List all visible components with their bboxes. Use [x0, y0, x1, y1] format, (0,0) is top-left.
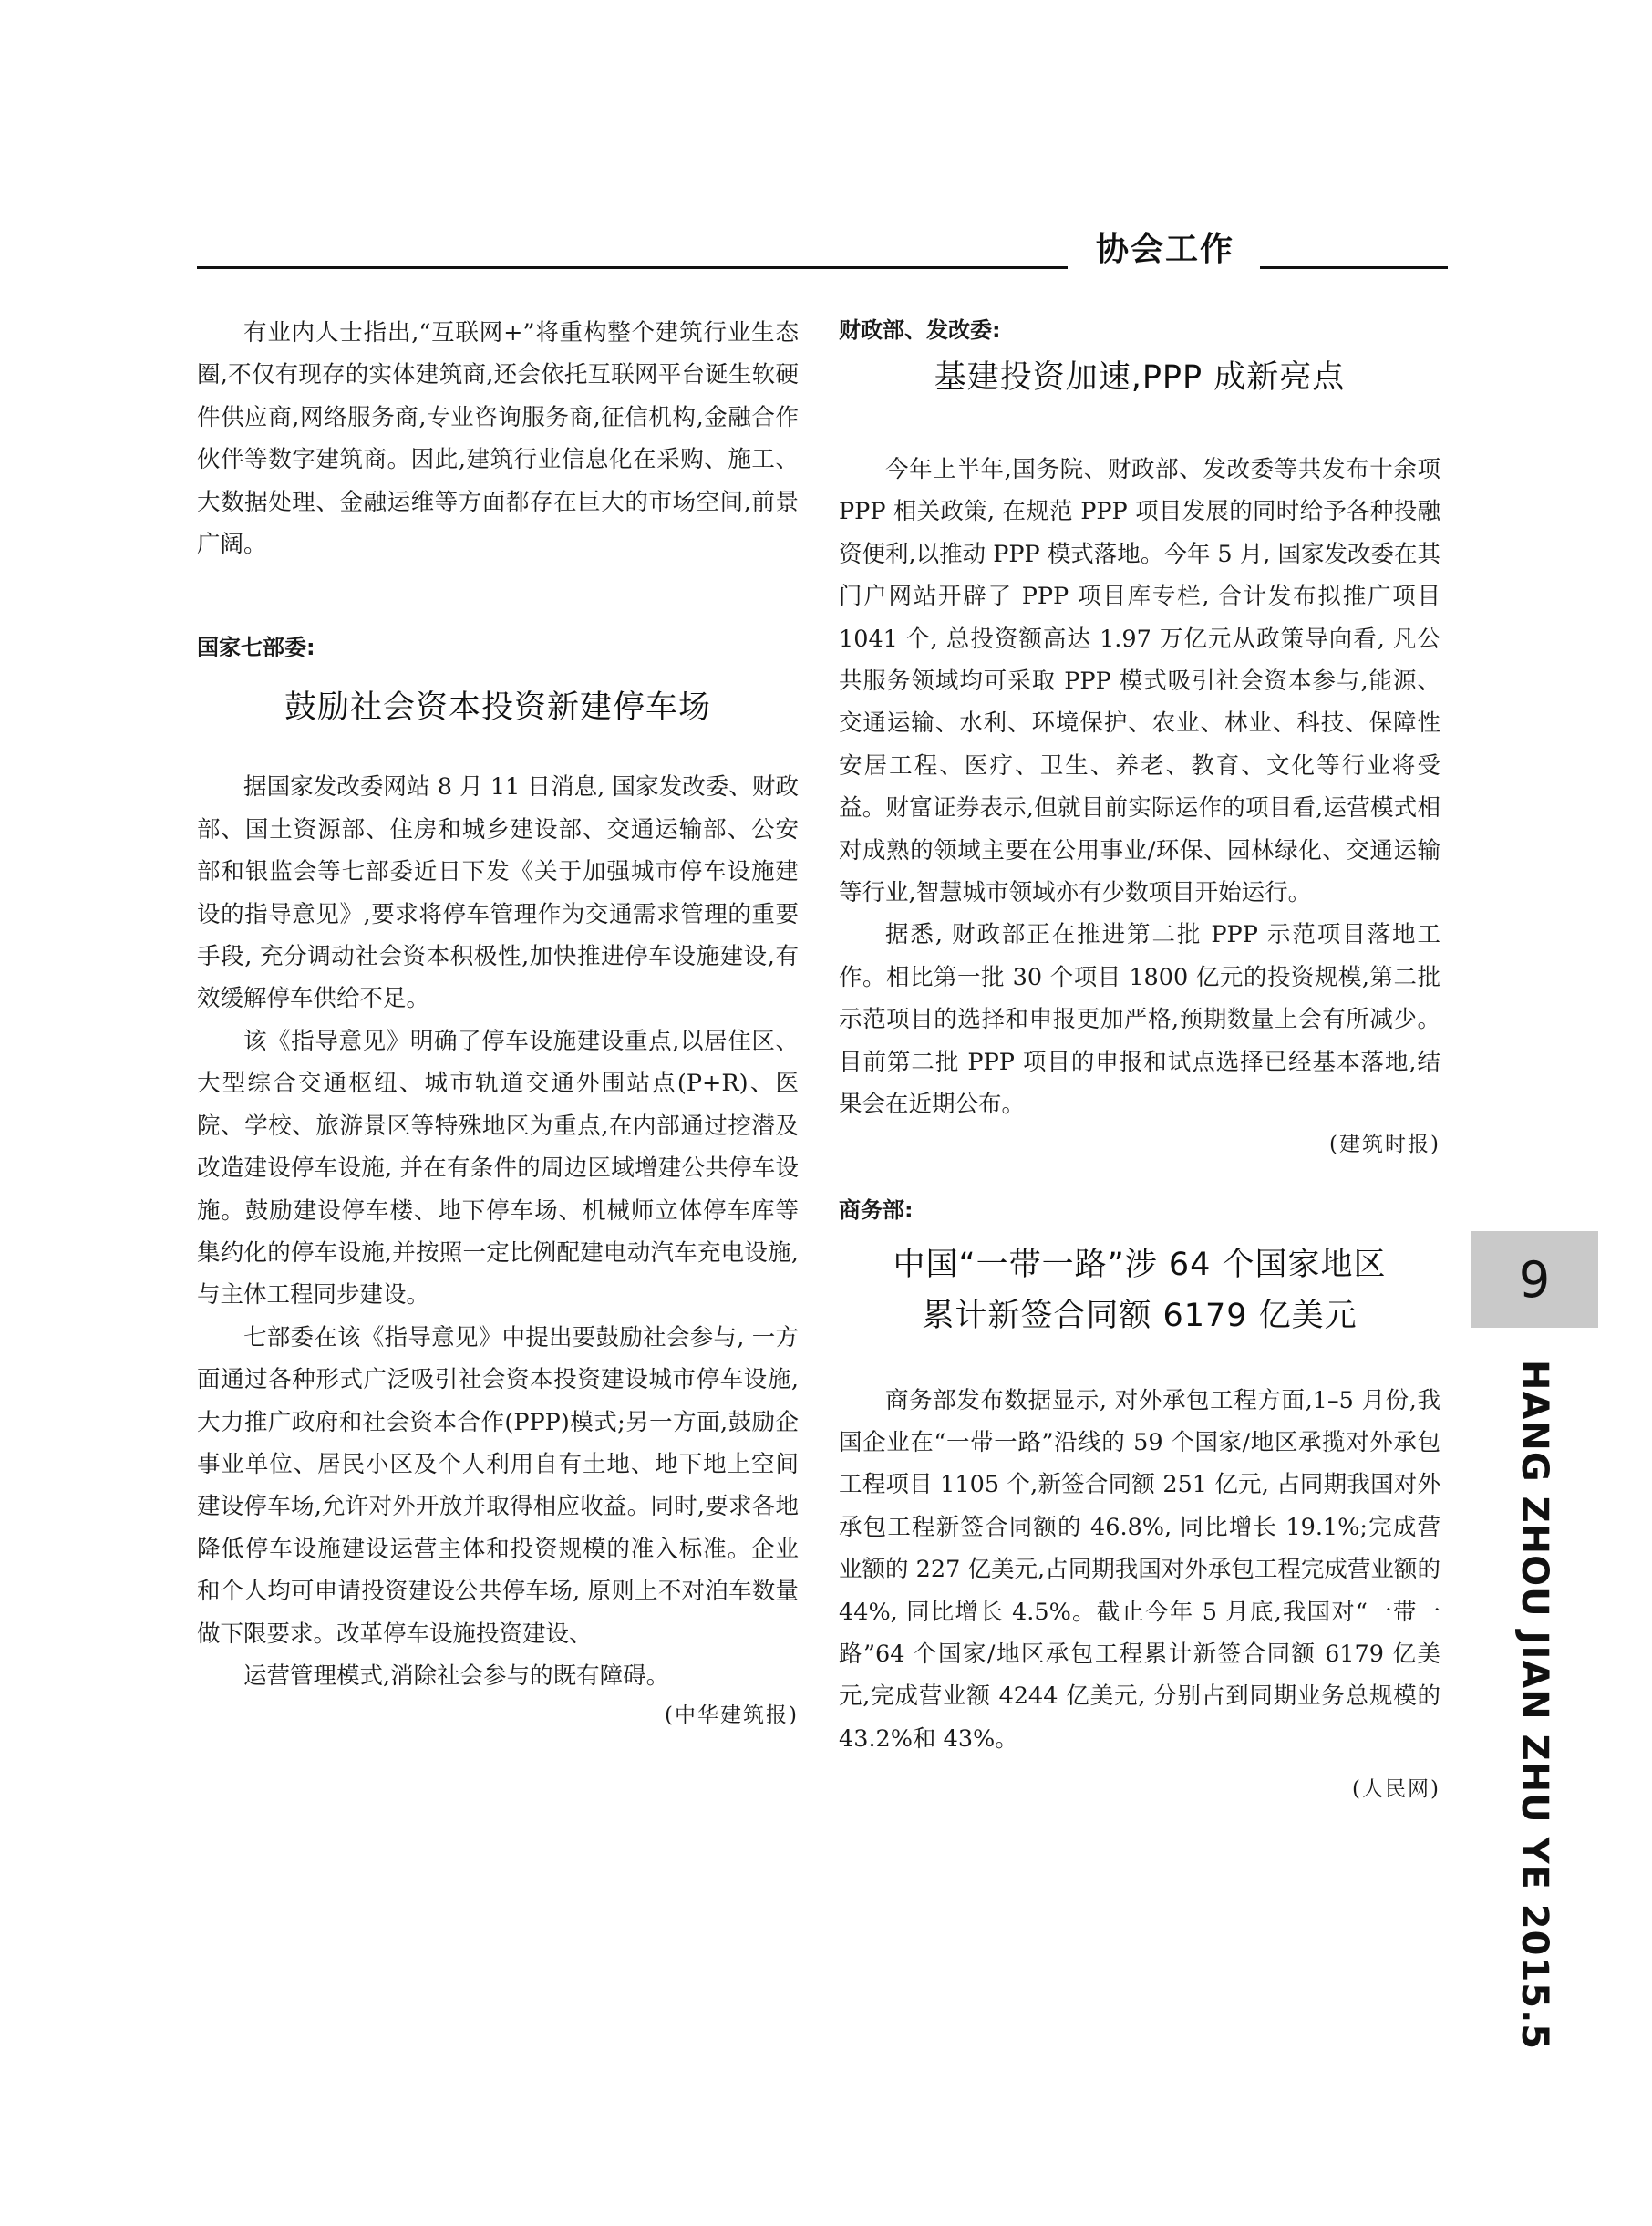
- article-kicker: 财政部、发改委:: [839, 317, 1001, 343]
- article-paragraph: 该《指导意见》明确了停车设施建设重点,以居住区、大型综合交通枢纽、城市轨道交通外围站点(P+R)、医院、学校、旅游景区等特殊地区为重点,在内部通过挖潜及改造建设停车设施, 并在有条件的周边区域增建公共停车设施。鼓励建设停车楼、地下停车场、机械师立体停车库等集约化的停车设施,并按照一定比例配建电动汽车充电设施, 与主体工程同步建设。: [197, 1027, 799, 1310]
- article-paragraph: 运营管理模式,消除社会参与的既有障碍。: [243, 1662, 670, 1690]
- article-kicker: 商务部:: [839, 1196, 914, 1223]
- article-source: (建筑时报): [1329, 1132, 1440, 1156]
- section-title: 协会工作: [1095, 231, 1234, 268]
- header-rule-left: [197, 266, 1068, 269]
- magazine-title: HANG ZHOU JIAN ZHU YE 2015.5: [1513, 1360, 1555, 2051]
- article-paragraph: 据悉, 财政部正在推进第二批 PPP 示范项目落地工作。相比第一批 30 个项目 1800 亿元的投资规模,第二批示范项目的选择和申报更加严格,预期数量上会有所减少。目前第二批 PPP 项目的申报和试点选择已经基本落地,结果会在近期公布。: [839, 921, 1440, 1119]
- right-column: [839, 312, 1440, 1807]
- article-headline: 鼓励社会资本投资新建停车场: [284, 689, 711, 727]
- article-paragraph: 据国家发改委网站 8 月 11 日消息, 国家发改委、财政部、国土资源部、住房和城乡建设部、交通运输部、公安部和银监会等七部委近日下发《关于加强城市停车设施建设的指导意见》,要求将停车管理作为交通需求管理的重要手段, 充分调动社会资本积极性,加快推进停车设施建设,有效缓解停车供给不足。: [197, 773, 799, 1013]
- article-headline: 基建投资加速,PPP 成新亮点: [934, 359, 1346, 396]
- article-kicker: 国家七部委:: [197, 635, 315, 661]
- article-belt-road: [839, 1192, 1440, 1808]
- header-rule-right: [1260, 266, 1448, 269]
- article-source: (人民网): [1352, 1777, 1440, 1802]
- left-column: [197, 312, 799, 1734]
- article-source: (中华建筑报): [665, 1703, 799, 1728]
- page-number: 9: [1518, 1250, 1551, 1309]
- article-headline-line2: 累计新签合同额 6179 亿美元: [922, 1297, 1358, 1334]
- article-parking: [197, 629, 799, 1734]
- article-headline-line1: 中国“一带一路”涉 64 个国家地区: [893, 1246, 1387, 1283]
- article-paragraph: 今年上半年,国务院、财政部、发改委等共发布十余项 PPP 相关政策, 在规范 PPP 项目发展的同时给予各种投融资便利,以推动 PPP 模式落地。今年 5 月, 国家发改委在其门户网站开辟了 PPP 项目库专栏, 合计发布拟推广项目 1041 个, 总投资额高达 1.97 万亿元从政策导向看, 凡公共服务领域均可采取 PPP 模式吸引社会资本参与,能源、交通运输、水利、环境保护、农业、林业、科技、保障性安居工程、医疗、卫生、养老、教育、文化等行业将受益。财富证券表示,但就目前实际运作的项目看,运营模式相对成熟的领域主要在公用事业/环保、园林绿化、交通运输等行业,智慧城市领域亦有少数项目开始运行。: [839, 456, 1440, 907]
- page-number-tab: [1471, 1231, 1598, 1328]
- article-paragraph: 商务部发布数据显示, 对外承包工程方面,1–5 月份,我国企业在“一带一路”沿线的 59 个国家/地区承揽对外承包工程项目 1105 个,新签合同额 251 亿元, 占同期我国对外承包工程新签合同额的 46.8%, 同比增长 19.1%;完成营业额的 227 亿美元,占同期我国对外承包工程完成营业额的 44%, 同比增长 4.5%。截止今年 5 月底,我国对“一带一路”64 个国家/地区承包工程累计新签合同额 6179 亿美元,完成营业额 4244 亿美元, 分别占到同期业务总规模的 43.2%和 43%。: [839, 1386, 1440, 1753]
- article-ppp: [839, 312, 1440, 1163]
- intro-paragraph: 有业内人士指出,“互联网+”将重构整个建筑行业生态圈,不仅有现存的实体建筑商,还会依托互联网平台诞生软硬件供应商,网络服务商,专业咨询服务商,征信机构,金融合作伙伴等数字建筑商。因此,建筑行业信息化在采购、施工、大数据处理、金融运维等方面都存在巨大的市场空间,前景广阔。: [197, 319, 799, 559]
- article-paragraph: 七部委在该《指导意见》中提出要鼓励社会参与, 一方面通过各种形式广泛吸引社会资本投资建设城市停车设施, 大力推广政府和社会资本合作(PPP)模式;另一方面,鼓励企事业单位、居民小区及个人利用自有土地、地下地上空间建设停车场,允许对外开放并取得相应收益。同时,要求各地降低停车设施建设运营主体和投资规模的准入标准。企业和个人均可申请投资建设公共停车场, 原则上不对泊车数量做下限要求。改革停车设施投资建设、: [197, 1323, 799, 1648]
